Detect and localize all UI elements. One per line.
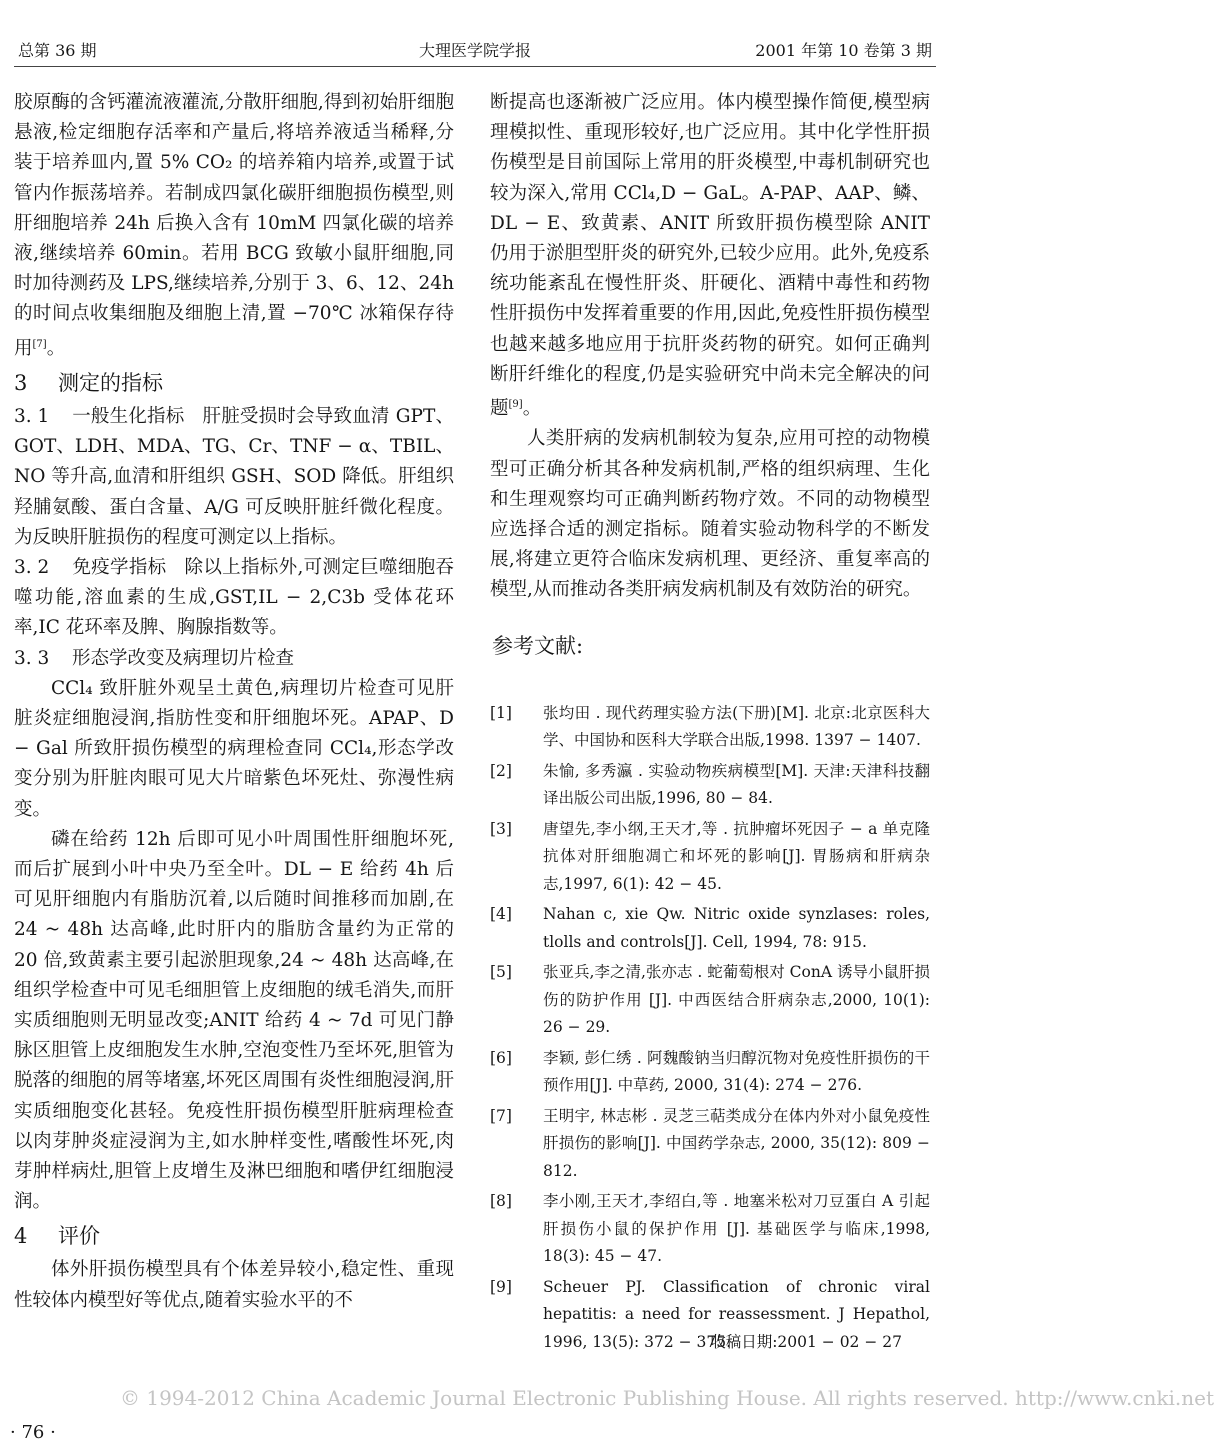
paragraph-evaluation: 体外肝损伤模型具有个体差异较小,稳定性、重现性较体内模型好等优点,随着实验水平的不 — [14, 1259, 454, 1311]
paragraph-continuation: 断提高也逐渐被广泛应用。体内模型操作简便,模型病理模拟性、重现形较好,也广泛应用。其中化学性肝损伤模型是目前国际上常用的肝炎模型,中毒机制研究也较为深入,常用 CCl₄,D − GaL。A-PAP、AAP、鳞、DL − E、致黄素、ANIT 所致肝损伤模型除 ANIT 仍用于淤胆型肝炎的研究外,已较少应用。此外,免疫系统功能紊乱在慢性肝炎、肝硬化、酒精中毒性和药物性肝损伤中发挥着重要的作用,因此,免疫性肝损伤模型也越来越多地应用于抗肝炎药物的研究。如何正确判断肝纤维化的程度,仍是实验研究中尚未完全解决的问题[9]。 — [490, 92, 930, 420]
reference-number: [4] — [490, 905, 512, 924]
reference-number: [5] — [490, 963, 512, 982]
reference-text: 李颖, 彭仁绣 . 阿魏酸钠当归醇沉物对免疫性肝损伤的干预作用[J]. 中草药, 2000, 31(4): 274 − 276. — [543, 1048, 930, 1095]
subsection-heading-3-3: 3. 3 形态学改变及病理切片检查 — [14, 647, 295, 669]
reference-number: [8] — [490, 1192, 512, 1211]
issue-number: 总第 36 期 — [18, 41, 97, 60]
reference-item — [490, 959, 930, 1042]
reference-number: [7] — [490, 1106, 512, 1125]
paragraph-morphology-1: CCl₄ 致肝脏外观呈土黄色,病理切片检查可见肝脏炎症细胞浸润,指肪性变和肝细胞坏死。APAP、D − Gal 所致肝损伤模型的病理检查同 CCl₄,形态学改变分别为肝脏肉眼可见大片暗紫色坏死灶、弥漫性病变。 — [14, 677, 454, 820]
received-date: 收稿日期:2001 − 02 − 27 — [710, 1332, 902, 1351]
citation: [7] — [32, 338, 47, 350]
reference-number: [2] — [490, 761, 512, 780]
left-column — [14, 88, 454, 1316]
reference-text: 张亚兵,李之清,张亦志 . 蛇葡萄根对 ConA 诱导小鼠肝损伤的防护作用 [J]. 中西医结合肝病杂志,2000, 10(1): 26 − 29. — [543, 963, 930, 1037]
section-heading-4: 4 评价 — [14, 1224, 100, 1249]
volume-info: 2001 年第 10 卷第 3 期 — [755, 41, 932, 60]
citation: [9] — [508, 399, 523, 411]
reference-item — [490, 816, 930, 899]
paragraph-conclusion: 人类肝病的发病机制较为复杂,应用可控的动物模型可正确分析其各种发病机制,严格的组织病理、生化和生理观察均可正确判断药物疗效。不同的动物模型应选择合适的测定指标。随着实验动物科学的不断发展,将建立更符合临床发病机理、更经济、重复率高的模型,从而推动各类肝病发病机制及有效防治的研究。 — [490, 428, 930, 601]
reference-text: 朱愉, 多秀瀛 . 实验动物疾病模型[M]. 天津:天津科技翻译出版公司出版,1996, 80 − 84. — [543, 761, 930, 808]
reference-text: 张均田 . 现代药理实验方法(下册)[M]. 北京:北京医科大学、中国协和医科大学联合出版,1998. 1397 − 1407. — [543, 703, 930, 750]
reference-item — [490, 1103, 930, 1186]
reference-item — [490, 1045, 930, 1100]
running-header — [18, 38, 932, 62]
reference-item — [490, 758, 930, 813]
reference-number: [3] — [490, 819, 512, 838]
page-number: · 76 · — [10, 1422, 56, 1443]
reference-text: Nahan c, xie Qw. Nitric oxide synzlases: roles, tlolls and controls[J]. Cell, 1994, 78: 915. — [543, 905, 930, 951]
reference-item — [490, 901, 930, 956]
right-column — [490, 88, 930, 1359]
page-footer — [0, 1378, 1214, 1444]
reference-text: 王明宇, 林志彬 . 灵芝三萜类成分在体内外对小鼠免疫性肝损伤的影响[J]. 中国药学杂志, 2000, 35(12): 809 − 812. — [543, 1106, 930, 1180]
reference-text: 唐望先,李小纲,王天才,等 . 抗肿瘤坏死因子 − a 单克隆抗体对肝细胞凋亡和坏死的影响[J]. 胃肠病和肝病杂志,1997, 6(1): 42 − 45. — [543, 819, 930, 893]
reference-item — [490, 700, 930, 755]
journal-title: 大理医学院学报 — [418, 41, 532, 60]
subsection-3-2: 3. 2 免疫学指标 除以上指标外,可测定巨噬细胞吞噬功能,溶血素的生成,GST,IL − 2,C3b 受体花环率,IC 花环率及脾、胸腺指数等。 — [14, 557, 454, 639]
paragraph-cell-culture: 胶原酶的含钙灌流液灌流,分散肝细胞,得到初始肝细胞悬液,检定细胞存活率和产量后,将培养液适当稀释,分装于培养皿内,置 5% CO₂ 的培养箱内培养,或置于试管内作振荡培养。若制成四氯化碳肝细胞损伤模型,则肝细胞培养 24h 后换入含有 10mM 四氯化碳的培养液,继续培养 60min。若用 BCG 致敏小鼠肝细胞,同时加待测药及 LPS,继续培养,分别于 3、6、12、24h 的时间点收集细胞及细胞上清,置 −70℃ 冰箱保存待用[7]。 — [14, 92, 454, 359]
subsection-3-1: 3. 1 一般生化指标 肝脏受损时会导致血清 GPT、GOT、LDH、MDA、TG、Cr、TNF − α、TBIL、NO 等升高,血清和肝组织 GSH、SOD 降低。肝组织羟脯氨酸、蛋白含量、A/G 可反映肝脏纤微化程度。为反映肝脏损伤的程度可测定以上指标。 — [14, 405, 454, 548]
copyright-watermark: © 1994-2012 China Academic Journal Electronic Publishing House. All rights reserved. http://www.cnki.net — [120, 1386, 1214, 1410]
references-heading: 参考文献: — [492, 633, 584, 658]
reference-number: [1] — [490, 703, 512, 722]
reference-text: 李小刚,王天才,李绍白,等 . 地塞米松对刀豆蛋白 A 引起肝损伤小鼠的保护作用 [J]. 基础医学与临床,1998, 18(3): 45 − 47. — [543, 1192, 930, 1266]
reference-number: [6] — [490, 1048, 512, 1067]
paragraph-morphology-2: 磷在给药 12h 后即可见小叶周围性肝细胞坏死,而后扩展到小叶中央乃至全叶。DL − E 给药 4h 后可见肝细胞内有脂肪沉着,以后随时间推移而加剧,在 24 ~ 48h 达高峰,此时肝内的脂肪含量约为正常的 20 倍,致黄素主要引起淤胆现象,24 ~ 48h 达高峰,在组织学检查中可见毛细胆管上皮细胞的绒毛消失,而肝实质细胞则无明显改变;ANIT 给药 4 ~ 7d 可见门静脉区胆管上皮细胞发生水肿,空泡变性乃至坏死,胆管为脱落的细胞的屑等堵塞,坏死区周围有炎性细胞浸润,肝实质细胞变化甚轻。免疫性肝损伤模型肝脏病理检查以肉芽肿炎症浸润为主,如水肿样变性,嗜酸性坏死,肉芽肿样病灶,胆管上皮增生及淋巴细胞和嗜伊红细胞浸润。 — [14, 828, 454, 1213]
reference-list — [490, 700, 930, 1271]
header-rule — [14, 66, 936, 67]
section-heading-3: 3 测定的指标 — [14, 370, 163, 395]
reference-item: [9] Scheuer PJ. Classification of chronic viral hepatitis: a need for reassessment. J Hepathol, 1996, 13(5): 372 − 375. 收稿日期:2001 − 02 − 27 — [490, 1274, 930, 1357]
reference-item — [490, 1188, 930, 1271]
